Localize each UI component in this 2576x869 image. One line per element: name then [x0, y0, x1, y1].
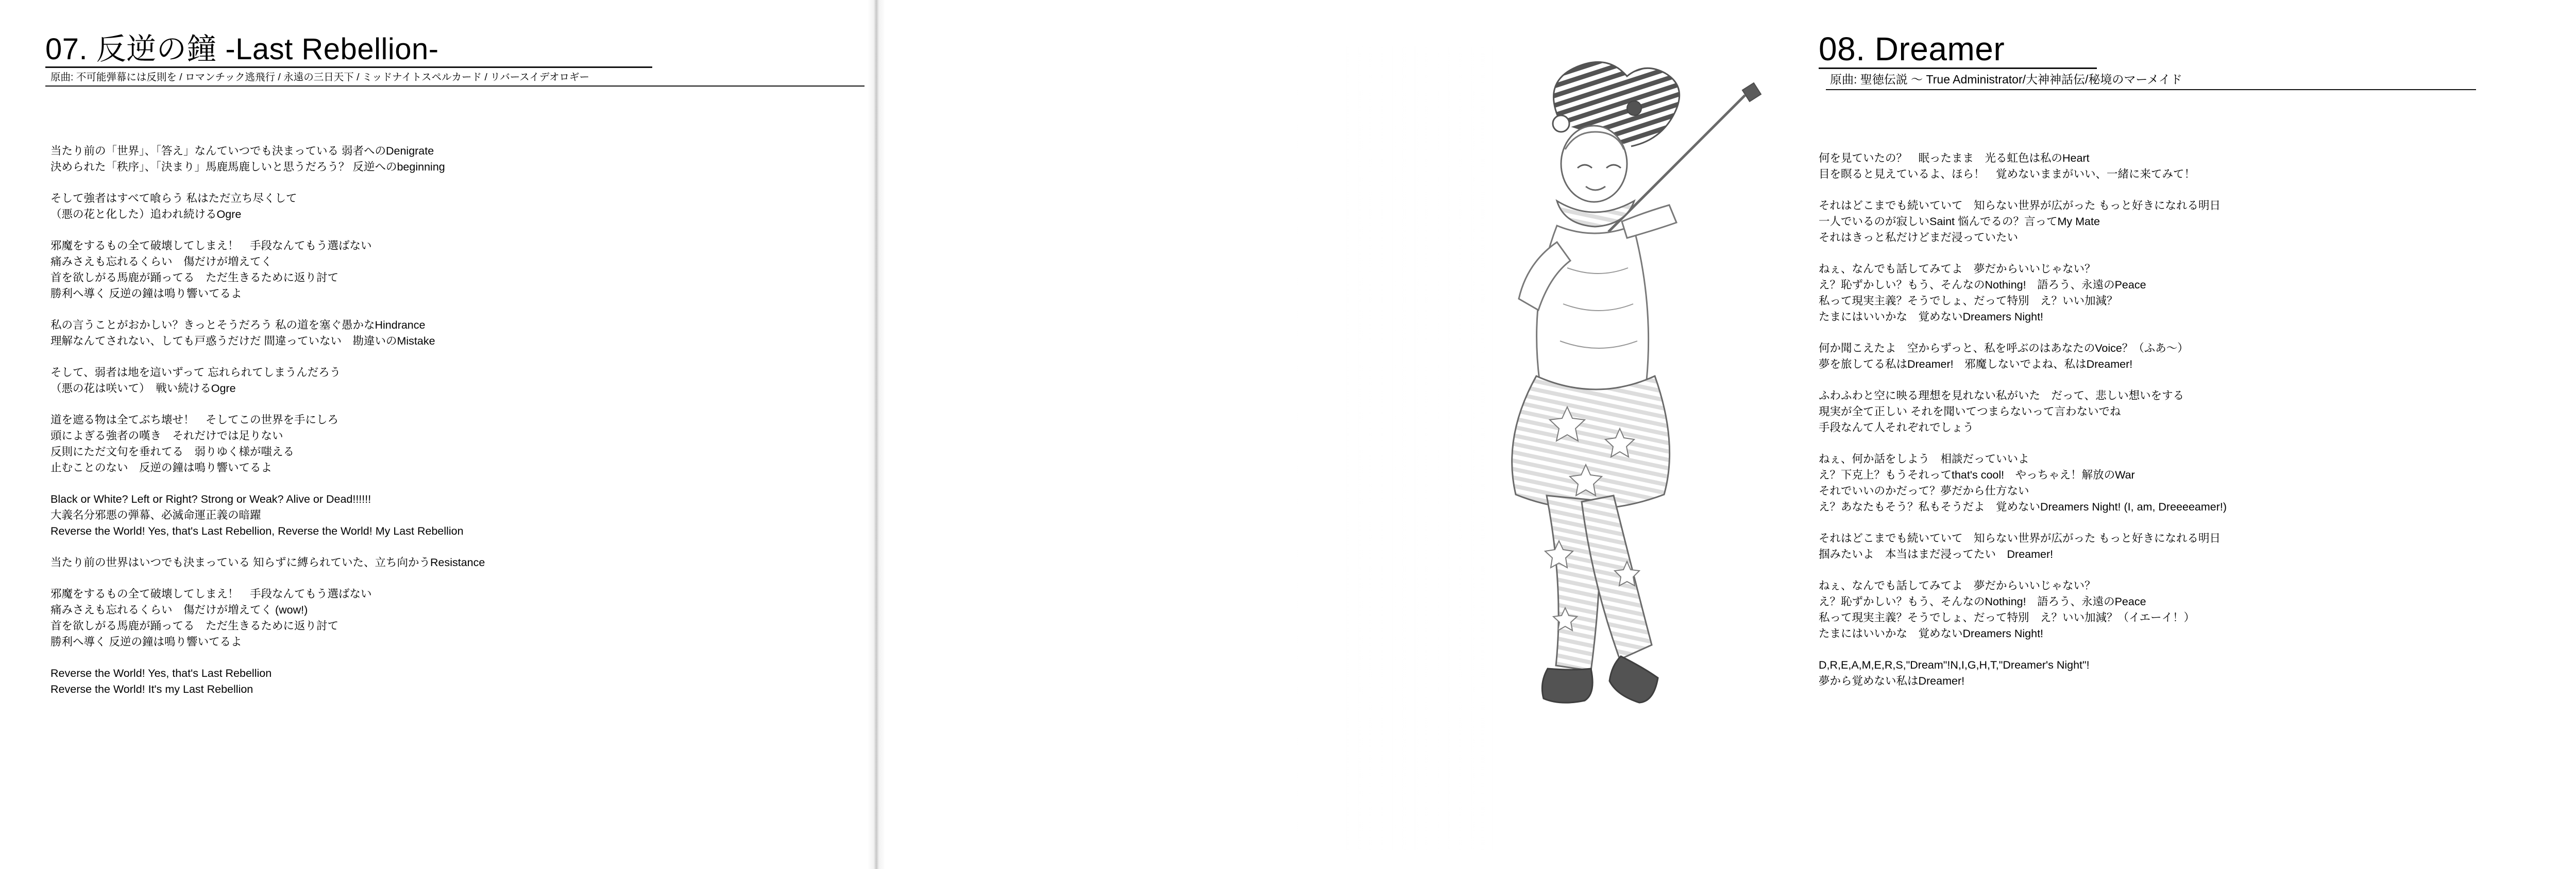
track-07-heading	[45, 34, 865, 87]
lyric-line: 何か聞こえたよ 空からずっと、私を呼ぶのはあなたのVoice？（ふあ〜）	[1819, 342, 2189, 354]
lyric-line: たまにはいいかな 覚めないDreamers Night!	[1819, 627, 2044, 640]
lyric-line: 頭によぎる強者の嘆き それだけでは足りない	[50, 430, 283, 442]
lyric-line: 夢から覚めない私はDreamer!	[1819, 675, 1965, 687]
lyric-stanza	[1819, 261, 2576, 325]
lyric-stanza	[1819, 388, 2576, 436]
lyric-line: 決められた「秩序」、「決まり」馬鹿馬鹿しいと思うだろう？ 反逆へのbeginning	[50, 161, 445, 173]
track-08-subtitle-rule	[1826, 89, 2476, 90]
lyric-line: （悪の花と化した）追われ続けるOgre	[50, 208, 242, 220]
lyric-stanza	[1819, 451, 2576, 515]
lyric-line: 私って現実主義？そうでしょ、だって特別 え？いい加減？（イエーイ！）	[1819, 611, 2195, 624]
lyric-line: 私って現実主義？そうでしょ、だって特別 え？いい加減？	[1819, 295, 2118, 307]
lyric-line: Reverse the World! Yes, that's Last Rebellion, Reverse the World! My Last Rebellion	[50, 525, 464, 537]
lyric-line: え？恥ずかしい？もう、そんなのNothing! 語ろう、永遠のPeace	[1819, 595, 2146, 608]
lyric-stanza	[50, 555, 823, 571]
lyric-line: Black or White? Left or Right? Strong or Weak? Alive or Dead!!!!!!	[50, 493, 371, 505]
lyric-line: え？恥ずかしい？もう、そんなのNothing! 語ろう、永遠のPeace	[1819, 279, 2146, 291]
lyric-line: 反則にただ文句を垂れてる 弱りゆく様が嗤える	[50, 446, 295, 458]
lyric-line: 痛みさえも忘れるくらい 傷だけが増えてく (wow!)	[50, 604, 308, 616]
lyric-line: 邪魔をするもの全て破壊してしまえ！ 手段なんてもう選ばない	[50, 240, 372, 252]
lyric-line: ねぇ、何か話をしよう 相談だっていいよ	[1819, 453, 2029, 465]
lyric-line: それはどこまでも続いていて 知らない世界が広がった もっと好きになれる明日	[1819, 532, 2221, 544]
track-08-title: 08. Dreamer	[1819, 30, 2005, 67]
lyric-line: え？下克上？もうそれってthat's cool! やっちゃえ！解放のWar	[1819, 469, 2135, 481]
lyric-line: 勝利へ導く 反逆の鐘は鳴り響いてるよ	[50, 636, 242, 648]
lyric-stanza	[1819, 578, 2576, 642]
lyric-line: （悪の花は咲いて） 戦い続けるOgre	[50, 382, 236, 395]
lyric-line: 手段なんて人それぞれでしょう	[1819, 421, 1974, 434]
lyric-line: それはきっと私だけどまだ浸っていたい	[1819, 231, 2019, 244]
lyric-stanza	[50, 412, 823, 476]
track-07-subtitle-rule	[45, 86, 865, 87]
lyric-line: 何を見ていたの？ 眠ったまま 光る虹色は私のHeart	[1819, 152, 2090, 164]
track-07-original-songs: 原曲: 不可能弾幕には反則を / ロマンチック逃飛行 / 永遠の三日天下 / ミッドナイトスペルカード / リバースイデオロギー	[50, 71, 589, 83]
track-07-title: 07. 反逆の鐘 -Last Rebellion-	[45, 32, 439, 66]
lyric-line: それでいいのかだって？夢だから仕方ない	[1819, 485, 2029, 497]
lyric-line: 当たり前の「世界」、「答え」なんていつでも決まっている 弱者へのDenigrate	[50, 145, 434, 157]
lyric-line: 首を欲しがる馬鹿が踊ってる ただ生きるために返り討て	[50, 271, 339, 284]
lyric-stanza	[50, 238, 823, 302]
lyric-line: 理解なんてされない、しても戸惑うだけだ 間違っていない 勘違いのMistake	[50, 335, 435, 347]
lyric-line: 道を遮る物は全てぶち壊せ！ そしてこの世界を手にしろ	[50, 414, 339, 426]
track-08-heading	[1819, 32, 2476, 90]
left-page	[0, 0, 876, 869]
lyric-line: 痛みさえも忘れるくらい 傷だけが増えてく	[50, 255, 273, 268]
lyric-stanza	[1819, 531, 2576, 563]
lyric-line: そして強者はすべて喰らう 私はただ立ち尽くして	[50, 192, 297, 205]
lyric-stanza	[1819, 150, 2576, 182]
track-08-title-rule	[1819, 67, 2097, 69]
lyric-line: ふわふわと空に映る理想を見れない私がいた だって、悲しい想いをする	[1819, 389, 2184, 402]
lyric-line: 首を欲しがる馬鹿が踊ってる ただ生きるために返り討て	[50, 620, 339, 632]
lyric-line: 大義名分邪悪の弾幕、必滅命運正義の暗躍	[50, 509, 261, 521]
lyric-line: D,R,E,A,M,E,R,S,"Dream"!N,I,G,H,T,"Dreamer's Night"!	[1819, 659, 2090, 671]
lyric-line: 目を瞑ると見えているよ、ほら！ 覚めないままがいい、一緒に来てみて！	[1819, 168, 2196, 180]
track-08-original-songs: 原曲: 聖徳伝説 ～ True Administrator/大神神話伝/秘境のマーメイド	[1830, 73, 2182, 87]
track-07-title-rule	[45, 66, 652, 68]
lyric-line: 当たり前の世界はいつでも決まっている 知らずに縛られていた、立ち向かうResistance	[50, 556, 485, 569]
track-08-lyrics	[1819, 150, 2576, 689]
lyric-line: 勝利へ導く 反逆の鐘は鳴り響いてるよ	[50, 287, 242, 300]
lyric-line: 邪魔をするもの全て破壊してしまえ！ 手段なんてもう選ばない	[50, 588, 372, 600]
lyric-line: Reverse the World! Yes, that's Last Rebellion	[50, 667, 272, 679]
lyric-line: たまにはいいかな 覚めないDreamers Night!	[1819, 311, 2044, 323]
lyric-stanza	[50, 143, 823, 175]
lyric-line: 一人でいるのが寂しいSaint 悩んでるの？言ってMy Mate	[1819, 215, 2100, 228]
lyric-line: それはどこまでも続いていて 知らない世界が広がった もっと好きになれる明日	[1819, 199, 2221, 212]
lyric-stanza	[1819, 198, 2576, 246]
lyric-stanza	[50, 586, 823, 650]
lyric-stanza	[50, 666, 823, 697]
lyric-stanza	[50, 317, 823, 349]
track-07-lyrics	[50, 143, 823, 697]
lyric-line: ねぇ、なんでも話してみてよ 夢だからいいじゃない？	[1819, 263, 2096, 275]
lyric-line: え？あなたもそう？私もそうだよ 覚めないDreamers Night! (I, am, Dreeeeamer!)	[1819, 501, 2227, 513]
lyric-stanza	[1819, 340, 2576, 372]
lyric-line: 夢を旅してる私はDreamer! 邪魔しないでよね、私はDreamer!	[1819, 358, 2133, 370]
lyric-line: Reverse the World! It's my Last Rebellion	[50, 683, 253, 695]
lyric-line: 止むことのない 反逆の鐘は鳴り響いてるよ	[50, 462, 273, 474]
jester-girl-illustration	[1279, 46, 1768, 850]
lyric-line: ねぇ、なんでも話してみてよ 夢だからいいじゃない？	[1819, 580, 2096, 592]
lyric-line: 掴みたいよ 本当はまだ浸ってたい Dreamer!	[1819, 548, 2054, 560]
lyric-line: そして、弱者は地を這いずって 忘れられてしまうんだろう	[50, 366, 341, 379]
lyric-stanza	[50, 191, 823, 223]
right-page	[876, 0, 2227, 869]
lyric-stanza	[50, 365, 823, 397]
lyric-line: 私の言うことがおかしい？きっとそうだろう 私の道を塞ぐ愚かなHindrance	[50, 319, 426, 331]
lyric-line: 現実が全て正しい それを聞いてつまらないって言わないでね	[1819, 405, 2121, 418]
lyric-stanza	[50, 491, 823, 539]
lyric-stanza	[1819, 657, 2576, 689]
